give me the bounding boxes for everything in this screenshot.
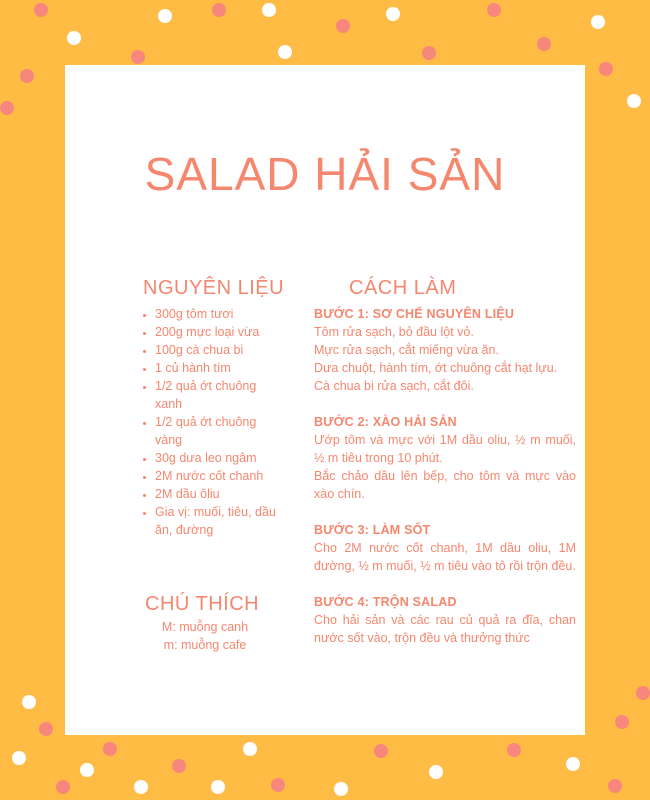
- ingredients-list: [137, 305, 285, 539]
- note-line: M: muỗng canh: [161, 620, 249, 634]
- background-dot: [158, 9, 172, 23]
- background-dot: [636, 686, 650, 700]
- background-dot: [131, 50, 145, 64]
- background-dot: [212, 3, 226, 17]
- ingredients-heading: NGUYÊN LIỆU: [143, 277, 285, 299]
- background-dot: [615, 715, 629, 729]
- note-line: m: muỗng cafe: [163, 638, 247, 652]
- background-dot: [591, 15, 605, 29]
- method-steps: [314, 305, 576, 665]
- background-dot: [608, 779, 622, 793]
- background-dot: [422, 46, 436, 60]
- background-dot: [103, 742, 117, 756]
- background-dot: [34, 3, 48, 17]
- step-2: [314, 413, 576, 503]
- background-dot: [336, 19, 350, 33]
- method-heading: CÁCH LÀM: [349, 277, 457, 299]
- ingredient-item: • 2M dầu ôliu: [155, 485, 285, 503]
- background-dot: [537, 37, 551, 51]
- background-dot: [20, 69, 34, 83]
- background-dot: [627, 94, 641, 108]
- background-dot: [262, 3, 276, 17]
- background-dot: [39, 722, 53, 736]
- ingredient-item: • 100g cà chua bi: [155, 341, 285, 359]
- step-line: Tôm rửa sạch, bỏ đầu lột vỏ.: [314, 325, 474, 339]
- background-dot: [386, 7, 400, 21]
- background-dot: [67, 31, 81, 45]
- step-title: BƯỚC 3: LÀM SỐT: [314, 523, 431, 537]
- step-title: BƯỚC 2: XÀO HẢI SẢN: [314, 415, 457, 429]
- background-dot: [429, 765, 443, 779]
- background-dot: [56, 780, 70, 794]
- step-line: Dưa chuột, hành tím, ớt chuông cắt hạt lựu.: [314, 361, 558, 375]
- background-dot: [278, 45, 292, 59]
- step-title: BƯỚC 1: SƠ CHẾ NGUYÊN LIỆU: [314, 307, 515, 321]
- recipe-title: SALAD HẢI SẢN: [144, 148, 506, 200]
- background-dot: [271, 778, 285, 792]
- step-title: BƯỚC 4: TRỘN SALAD: [314, 595, 457, 609]
- background-dot: [134, 780, 148, 794]
- ingredient-item: • 30g dưa leo ngâm: [155, 449, 285, 467]
- background-dot: [599, 62, 613, 76]
- background-dot: [12, 751, 26, 765]
- background-dot: [566, 757, 580, 771]
- step-1: [314, 305, 576, 395]
- background-dot: [211, 780, 225, 794]
- background-dot: [507, 743, 521, 757]
- step-line: Bắc chảo dầu lên bếp, cho tôm và mực vào xào chín.: [314, 469, 576, 501]
- background-dot: [243, 742, 257, 756]
- notes-block: [135, 618, 275, 654]
- ingredient-item: • 2M nước cốt chanh: [155, 467, 285, 485]
- ingredient-item: • 1/2 quả ớt chuông xanh: [155, 377, 285, 413]
- step-3: [314, 521, 576, 575]
- background-dot: [80, 763, 94, 777]
- ingredient-item: • 200g mực loại vừa: [155, 323, 285, 341]
- notes-heading: CHÚ THÍCH: [145, 593, 260, 615]
- ingredient-item: • Gia vị: muối, tiêu, dầu ăn, đường: [155, 503, 285, 539]
- background-dot: [22, 695, 36, 709]
- step-line: Cho 2M nước cốt chanh, 1M dầu oliu, 1M đường, ½ m muối, ½ m tiêu vào tô rồi trộn đều.: [314, 541, 576, 573]
- background-dot: [0, 101, 14, 115]
- step-4: [314, 593, 576, 647]
- background-dot: [487, 3, 501, 17]
- background-dot: [172, 759, 186, 773]
- background-dot: [334, 782, 348, 796]
- step-line: Cho hải sản và các rau củ quả ra đĩa, chan nước sốt vào, trộn đều và thưởng thức: [314, 613, 576, 645]
- step-line: Mực rửa sạch, cắt miếng vừa ăn.: [314, 343, 499, 357]
- background-dot: [374, 744, 388, 758]
- step-line: Cà chua bi rửa sạch, cắt đôi.: [314, 379, 474, 393]
- ingredient-item: • 1 củ hành tím: [155, 359, 285, 377]
- ingredient-item: • 1/2 quả ớt chuông vàng: [155, 413, 285, 449]
- recipe-card: [65, 65, 585, 735]
- step-line: Ướp tôm và mực với 1M dầu oliu, ½ m muối, ½ m tiêu trong 10 phút.: [314, 433, 576, 465]
- ingredient-item: • 300g tôm tươi: [155, 305, 285, 323]
